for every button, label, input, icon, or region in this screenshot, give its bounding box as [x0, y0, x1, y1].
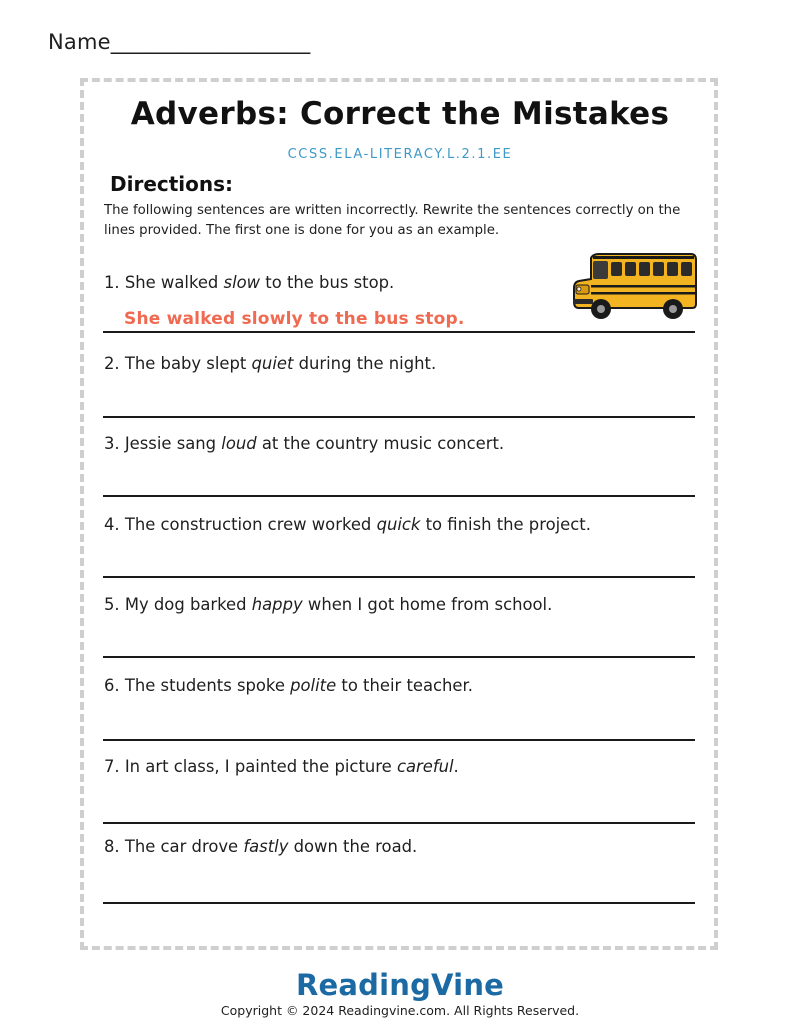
name-label: Name	[48, 30, 111, 54]
question-2-incorrect-word: quiet	[251, 354, 294, 373]
school-bus-icon	[571, 252, 698, 324]
question-4-incorrect-word: quick	[376, 515, 421, 534]
answer-line-7[interactable]	[103, 822, 695, 824]
question-2: 2. The baby slept quiet during the night.	[104, 354, 437, 373]
question-7-incorrect-word: careful	[396, 757, 454, 776]
answer-line-4[interactable]	[103, 576, 695, 578]
question-5: 5. My dog barked happy when I got home from school.	[104, 595, 553, 614]
standard-code: CCSS.ELA-LITERACY.L.2.1.EE	[287, 147, 513, 162]
question-5-incorrect-word: happy	[251, 595, 303, 614]
directions-text: The following sentences are written incorrectly. Rewrite the sentences correctly on the lines provided. The first one is done for you as an example.	[104, 203, 681, 238]
readingvine-logo: ReadingVine	[295, 968, 505, 1002]
answer-line-8[interactable]	[103, 902, 695, 904]
question-3-incorrect-word: loud	[221, 434, 257, 453]
directions-heading: Directions:	[110, 172, 234, 196]
answer-line-6[interactable]	[103, 739, 695, 741]
worksheet-title: Adverbs: Correct the Mistakes	[130, 96, 670, 132]
name-field[interactable]	[48, 30, 310, 54]
name-blank: ___________________	[110, 30, 311, 54]
question-8: 8. The car drove fastly down the road.	[104, 837, 418, 856]
question-7: 7. In art class, I painted the picture careful.	[104, 757, 459, 776]
question-1-incorrect-word: slow	[223, 273, 261, 292]
question-6: 6. The students spoke polite to their teacher.	[104, 676, 473, 695]
answer-line-3[interactable]	[103, 495, 695, 497]
question-6-incorrect-word: polite	[290, 676, 337, 695]
answer-line-2[interactable]	[103, 416, 695, 418]
question-3: 3. Jessie sang loud at the country music concert.	[104, 434, 505, 453]
question-8-incorrect-word: fastly	[243, 837, 289, 856]
answer-line-5[interactable]	[103, 656, 695, 658]
answer-line-1	[103, 331, 695, 333]
example-answer: She walked slowly to the bus stop.	[124, 309, 465, 329]
copyright-text: Copyright © 2024 Readingvine.com. All Rights Reserved.	[220, 1003, 580, 1018]
question-4: 4. The construction crew worked quick to finish the project.	[104, 515, 591, 534]
question-1: 1. She walked slow to the bus stop.	[104, 273, 395, 292]
